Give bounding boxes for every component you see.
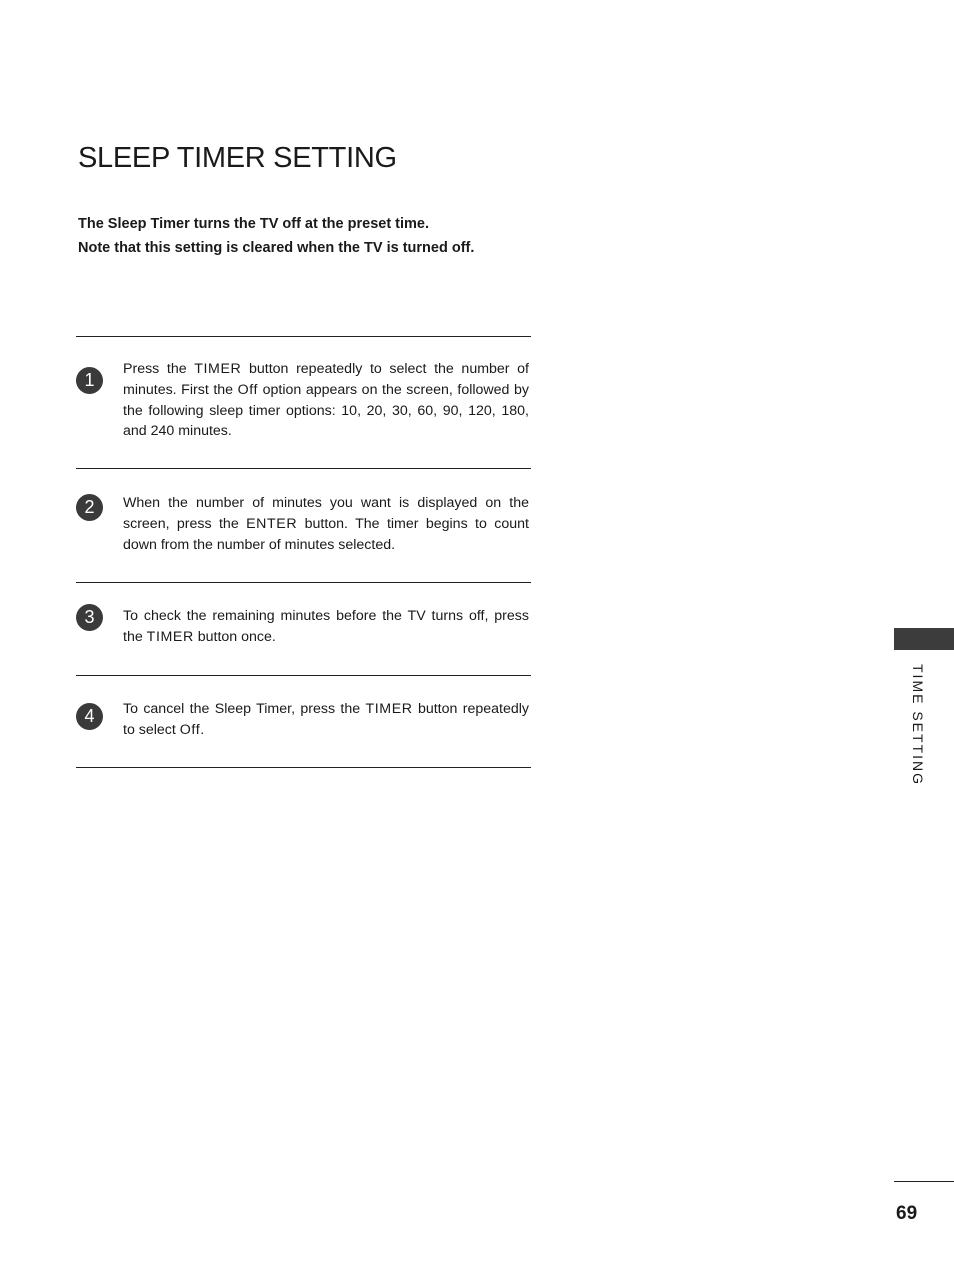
- intro-text: [78, 212, 548, 260]
- step-number-badge: 1: [76, 367, 103, 394]
- button-keyword: ENTER: [246, 515, 298, 532]
- text-run: button once.: [193, 628, 276, 645]
- intro-line: Note that this setting is cleared when the TV is turned off.: [78, 240, 475, 256]
- text-run: .: [200, 721, 205, 738]
- step-text: [123, 493, 529, 555]
- button-keyword: TIMER: [194, 361, 242, 377]
- step-number-badge: 4: [76, 703, 103, 730]
- footer-divider: [894, 1181, 954, 1182]
- text-run: option appears on the screen, followed by the following sleep timer options: 10, 20, 30, 60, 90, 120, 180, and 240 minutes.: [123, 381, 529, 440]
- step-text: [123, 359, 529, 442]
- option-keyword: Off: [179, 721, 201, 738]
- step-number-badge: 3: [76, 604, 103, 631]
- text-run: Press the: [123, 361, 195, 377]
- text-run: When the number of minutes you want is displayed on the screen, press the: [123, 495, 529, 532]
- step-number-badge: 2: [76, 494, 103, 521]
- divider: [76, 767, 531, 768]
- button-keyword: TIMER: [146, 628, 194, 645]
- step-2: [76, 469, 531, 582]
- intro-line: The Sleep Timer turns the TV off at the preset time.: [78, 216, 430, 232]
- page-number: 69: [896, 1203, 918, 1224]
- step-text: [123, 606, 529, 648]
- text-run: button. The timer begins to count down from the number of minutes selected.: [123, 515, 529, 553]
- step-1: [76, 337, 531, 468]
- step-4: [76, 676, 531, 767]
- section-tab-marker: [894, 628, 954, 650]
- button-keyword: TIMER: [365, 701, 413, 717]
- steps-list: [76, 336, 531, 768]
- text-run: button repeatedly to select the number of minutes. First the: [123, 361, 529, 398]
- text-run: To check the remaining minutes before the TV turns off, press the: [123, 608, 529, 645]
- text-run: To cancel the Sleep Timer, press the: [123, 701, 366, 717]
- text-run: button repeatedly to select: [123, 701, 529, 738]
- option-keyword: Off: [237, 381, 259, 398]
- section-label: TIME SETTING: [910, 664, 926, 786]
- step-text: [123, 699, 529, 741]
- step-3: [76, 583, 531, 675]
- page-title: SLEEP TIMER SETTING: [78, 142, 397, 174]
